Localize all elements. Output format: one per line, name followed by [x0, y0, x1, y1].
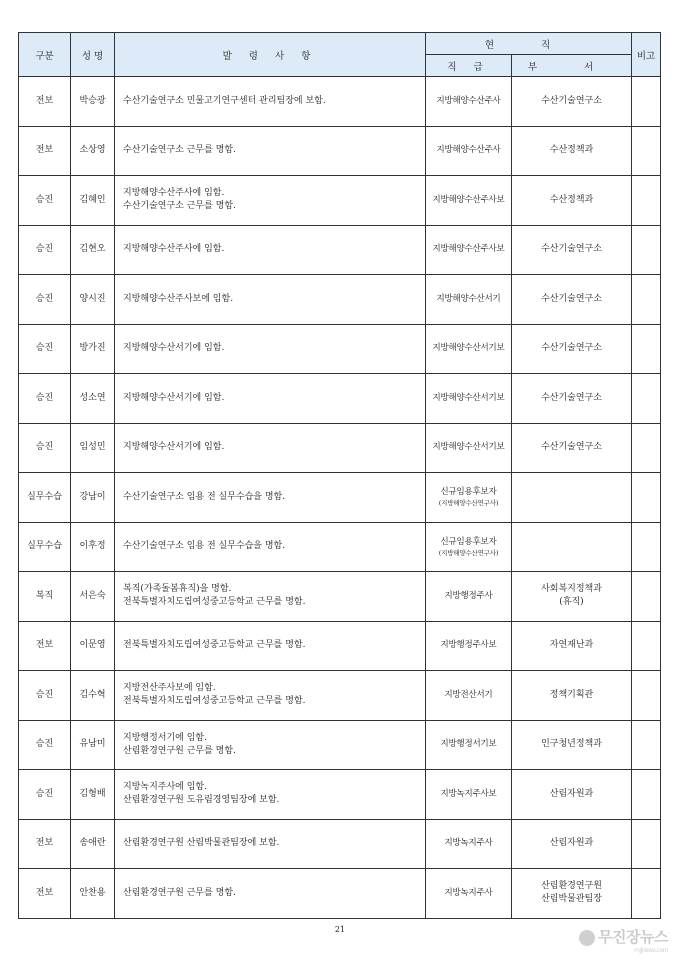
table-body [19, 77, 661, 919]
cell-type: 승진 [19, 671, 71, 721]
cell-dept [512, 522, 632, 572]
table-row [19, 423, 661, 473]
cell-grade [426, 869, 512, 919]
matter-line: 지방해양수산서기에 임함. [123, 392, 225, 403]
matter-line: 수산기술연구소 근무를 명함. [123, 145, 236, 156]
header-note: 비고 [632, 33, 661, 77]
cell-dept [512, 374, 632, 424]
cell-note [632, 819, 661, 869]
dept-line: 인구청년정책과 [541, 739, 602, 750]
dept-line: 수산기술연구소 [541, 343, 602, 354]
cell-matter [115, 819, 426, 869]
dept-line: 산림자원과 [549, 838, 594, 849]
grade-text: 지방녹지주사보 [440, 788, 497, 799]
cell-note [632, 572, 661, 622]
grade-text: 지방행정주사 [444, 590, 493, 601]
table-row [19, 275, 661, 325]
cell-dept [512, 671, 632, 721]
cell-dept [512, 423, 632, 473]
cell-note [632, 324, 661, 374]
dept-line: (휴직) [559, 597, 584, 608]
matter-line: 수산기술연구소 임용 전 실무수습을 명함. [123, 541, 286, 552]
cell-name: 양시진 [71, 275, 115, 325]
watermark-logo [579, 926, 668, 954]
cell-grade [426, 77, 512, 127]
matter-line: 수산기술연구소 임용 전 실무수습을 명함. [123, 491, 286, 502]
cell-dept [512, 770, 632, 820]
table-row [19, 473, 661, 523]
matter-line: 산림환경연구원 근무를 명함. [123, 887, 236, 898]
header-current: 현 직 [426, 33, 632, 55]
cell-note [632, 275, 661, 325]
cell-type: 전보 [19, 819, 71, 869]
matter-line: 지방행정서기에 임함. [123, 732, 207, 743]
cell-name: 유남미 [71, 720, 115, 770]
cell-note [632, 473, 661, 523]
table-row [19, 819, 661, 869]
cell-note [632, 225, 661, 275]
table-row [19, 720, 661, 770]
watermark-sub: mjjnews.com [634, 947, 668, 954]
cell-note [632, 621, 661, 671]
watermark-text: 무진장뉴스 [598, 928, 668, 946]
cell-name: 이문영 [71, 621, 115, 671]
cell-type: 승진 [19, 324, 71, 374]
cell-grade [426, 572, 512, 622]
cell-name: 김혜인 [71, 176, 115, 226]
cell-dept [512, 572, 632, 622]
cell-name: 김수혁 [71, 671, 115, 721]
cell-type: 전보 [19, 869, 71, 919]
dept-line: 산림자원과 [549, 788, 594, 799]
cell-note [632, 869, 661, 919]
table-row [19, 522, 661, 572]
cell-grade [426, 720, 512, 770]
cell-matter [115, 869, 426, 919]
page-number: 21 [334, 925, 346, 934]
cell-grade [426, 423, 512, 473]
cell-note [632, 423, 661, 473]
grade-text: 지방해양수산주사보 [432, 194, 505, 205]
cell-type: 승진 [19, 720, 71, 770]
header-name: 성 명 [71, 33, 115, 77]
matter-line: 수산기술연구소 민물고기연구센터 관리팀장에 보함. [123, 95, 326, 106]
grade-text: 지방해양수산서기보 [432, 392, 505, 403]
matter-line: 수산기술연구소 근무를 명함. [123, 201, 236, 212]
cell-name: 이후정 [71, 522, 115, 572]
table-row [19, 770, 661, 820]
cell-matter [115, 473, 426, 523]
table-row [19, 126, 661, 176]
cell-dept [512, 176, 632, 226]
matter-line: 지방해양수산서기에 임함. [123, 343, 225, 354]
cell-matter [115, 423, 426, 473]
cell-grade [426, 819, 512, 869]
cell-matter [115, 671, 426, 721]
cell-name: 김현오 [71, 225, 115, 275]
matter-line: 지방해양수산주사에 임함. [123, 244, 225, 255]
grade-text: 지방행정서기보 [440, 739, 497, 750]
cell-dept [512, 324, 632, 374]
cell-matter [115, 621, 426, 671]
header-dept: 부 서 [512, 55, 632, 77]
table-row [19, 77, 661, 127]
cell-grade [426, 324, 512, 374]
cell-dept [512, 77, 632, 127]
dept-line: 정책기획관 [549, 689, 594, 700]
grade-text: 지방해양수산서기보 [432, 343, 505, 354]
watermark-circle-icon [579, 930, 595, 946]
cell-matter [115, 225, 426, 275]
cell-name: 강남이 [71, 473, 115, 523]
dept-line: 사회복지정책과 [541, 584, 602, 595]
table-row [19, 225, 661, 275]
matter-line: 전북특별자치도립여성중고등학교 근무를 명함. [123, 696, 306, 707]
dept-line: 자연재난과 [549, 640, 594, 651]
table-row [19, 869, 661, 919]
cell-matter [115, 176, 426, 226]
cell-dept [512, 819, 632, 869]
matter-line: 지방해양수산주사보에 임함. [123, 293, 234, 304]
cell-name: 임성민 [71, 423, 115, 473]
matter-line: 지방전산주사보에 임함. [123, 683, 216, 694]
grade-text: 신규임용후보자 [440, 487, 497, 498]
dept-line: 수산기술연구소 [541, 244, 602, 255]
matter-line: 전북특별자치도립여성중고등학교 근무를 명함. [123, 640, 306, 651]
matter-line: 복직(가족돌봄휴직)을 명함. [123, 584, 232, 595]
cell-matter [115, 275, 426, 325]
grade-text: 지방행정주사보 [440, 640, 497, 651]
cell-note [632, 522, 661, 572]
cell-grade [426, 275, 512, 325]
cell-dept [512, 126, 632, 176]
grade-text: 지방해양수산서기 [436, 293, 501, 304]
cell-dept [512, 473, 632, 523]
cell-grade [426, 473, 512, 523]
cell-type: 복직 [19, 572, 71, 622]
cell-matter [115, 126, 426, 176]
cell-type: 전보 [19, 621, 71, 671]
dept-line: 산림환경연구원 [541, 881, 602, 892]
cell-name: 방가진 [71, 324, 115, 374]
cell-name: 서은숙 [71, 572, 115, 622]
matter-line: 지방해양수산서기에 임함. [123, 442, 225, 453]
cell-dept [512, 869, 632, 919]
cell-matter [115, 720, 426, 770]
matter-line: 산림환경연구원 산림박물관팀장에 보함. [123, 838, 280, 849]
cell-grade [426, 671, 512, 721]
cell-matter [115, 522, 426, 572]
dept-line: 수산정책과 [549, 145, 594, 156]
grade-text: 지방해양수산주사 [436, 145, 501, 156]
cell-note [632, 77, 661, 127]
cell-name: 김형배 [71, 770, 115, 820]
dept-line: 수산기술연구소 [541, 392, 602, 403]
matter-line: 산림환경연구원 근무를 명함. [123, 745, 236, 756]
header-type: 구분 [19, 33, 71, 77]
cell-note [632, 770, 661, 820]
cell-dept [512, 225, 632, 275]
cell-name: 송애란 [71, 819, 115, 869]
matter-line: 지방해양수산주사에 임함. [123, 188, 225, 199]
cell-grade [426, 176, 512, 226]
cell-type: 전보 [19, 126, 71, 176]
cell-grade [426, 225, 512, 275]
cell-grade [426, 770, 512, 820]
cell-matter [115, 572, 426, 622]
cell-type: 실무수습 [19, 473, 71, 523]
cell-note [632, 671, 661, 721]
grade-subtext: (지방해양수산연구사) [438, 499, 499, 508]
grade-text: 지방해양수산주사 [436, 95, 501, 106]
cell-type: 승진 [19, 770, 71, 820]
cell-type: 승진 [19, 423, 71, 473]
table-row [19, 621, 661, 671]
cell-type: 실무수습 [19, 522, 71, 572]
cell-type: 승진 [19, 176, 71, 226]
cell-name: 소상영 [71, 126, 115, 176]
cell-matter [115, 770, 426, 820]
dept-line: 수산기술연구소 [541, 442, 602, 453]
cell-dept [512, 720, 632, 770]
grade-text: 지방해양수산서기보 [432, 442, 505, 453]
cell-grade [426, 126, 512, 176]
cell-name: 성소연 [71, 374, 115, 424]
dept-line: 수산기술연구소 [541, 293, 602, 304]
cell-note [632, 374, 661, 424]
cell-type: 승진 [19, 374, 71, 424]
cell-note [632, 126, 661, 176]
table-row [19, 324, 661, 374]
table-row [19, 572, 661, 622]
grade-text: 지방전산서기 [444, 689, 493, 700]
cell-matter [115, 77, 426, 127]
dept-line: 수산정책과 [549, 194, 594, 205]
cell-note [632, 176, 661, 226]
header-grade: 직 급 [426, 55, 512, 77]
cell-type: 승진 [19, 225, 71, 275]
cell-grade [426, 374, 512, 424]
cell-name: 안찬용 [71, 869, 115, 919]
grade-subtext: (지방해양수산연구사) [438, 548, 499, 557]
table-row [19, 176, 661, 226]
table-row [19, 671, 661, 721]
cell-dept [512, 275, 632, 325]
cell-name: 박승광 [71, 77, 115, 127]
grade-text: 지방녹지주사 [444, 838, 493, 849]
cell-dept [512, 621, 632, 671]
cell-matter [115, 374, 426, 424]
dept-line: 산림박물관팀장 [541, 894, 602, 905]
matter-line: 전북특별자치도립여성중고등학교 근무를 명함. [123, 597, 306, 608]
cell-type: 전보 [19, 77, 71, 127]
grade-text: 신규임용후보자 [440, 536, 497, 547]
table-row [19, 374, 661, 424]
cell-type: 승진 [19, 275, 71, 325]
cell-note [632, 720, 661, 770]
cell-grade [426, 522, 512, 572]
appointment-table [18, 32, 661, 919]
grade-text: 지방해양수산주사보 [432, 244, 505, 255]
header-matter: 발 령 사 항 [115, 33, 426, 77]
cell-grade [426, 621, 512, 671]
grade-text: 지방녹지주사 [444, 887, 493, 898]
matter-line: 산림환경연구원 도유림경영팀장에 보함. [123, 795, 280, 806]
matter-line: 지방녹지주사에 임함. [123, 782, 207, 793]
dept-line: 수산기술연구소 [541, 95, 602, 106]
cell-matter [115, 324, 426, 374]
